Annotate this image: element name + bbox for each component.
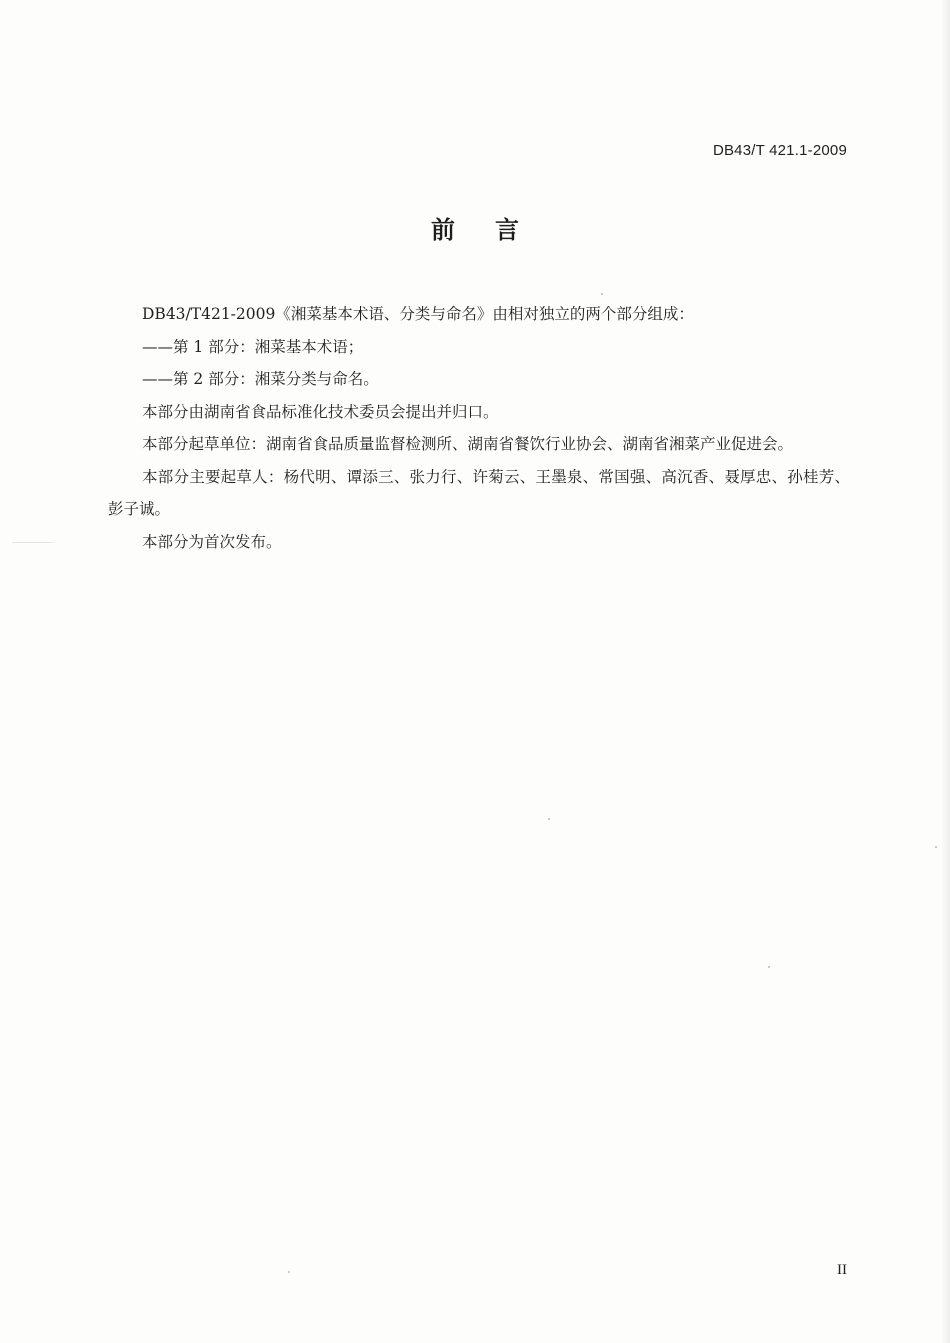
scan-speck: [288, 1271, 290, 1273]
scan-edge-shadow: [942, 0, 950, 1343]
paragraph-drafters: 本部分主要起草人：杨代明、谭添三、张力行、许菊云、王墨泉、常国强、高沉香、聂厚忠、孙桂芳、彭子诚。: [108, 467, 850, 518]
foreword-body: [108, 298, 850, 558]
paragraph-proposer: 本部分由湖南省食品标准化技术委员会提出并归口。: [142, 402, 499, 421]
scan-speck: [768, 966, 770, 968]
paragraph-first-release: 本部分为首次发布。: [142, 532, 282, 551]
standard-code: DB43/T 421.1-2009: [712, 142, 847, 159]
scan-speck: [601, 293, 603, 295]
scan-speck: [548, 818, 550, 820]
paragraph-intro: DB43/T421-2009《湘菜基本术语、分类与命名》由相对独立的两个部分组成：: [142, 305, 694, 323]
page-number: II: [837, 1262, 847, 1278]
paragraph-drafting-units: 本部分起草单位：湖南省食品质量监督检测所、湖南省餐饮行业协会、湖南省湘菜产业促进会。: [142, 435, 794, 453]
paragraph-part-1: ——第 1 部分：湘菜基本术语；: [142, 337, 364, 356]
page-title: 前言: [431, 216, 559, 244]
scan-speck: [935, 846, 937, 848]
paragraph-part-2: ——第 2 部分：湘菜分类与命名。: [142, 370, 379, 388]
scan-artifact-line: [12, 542, 54, 543]
